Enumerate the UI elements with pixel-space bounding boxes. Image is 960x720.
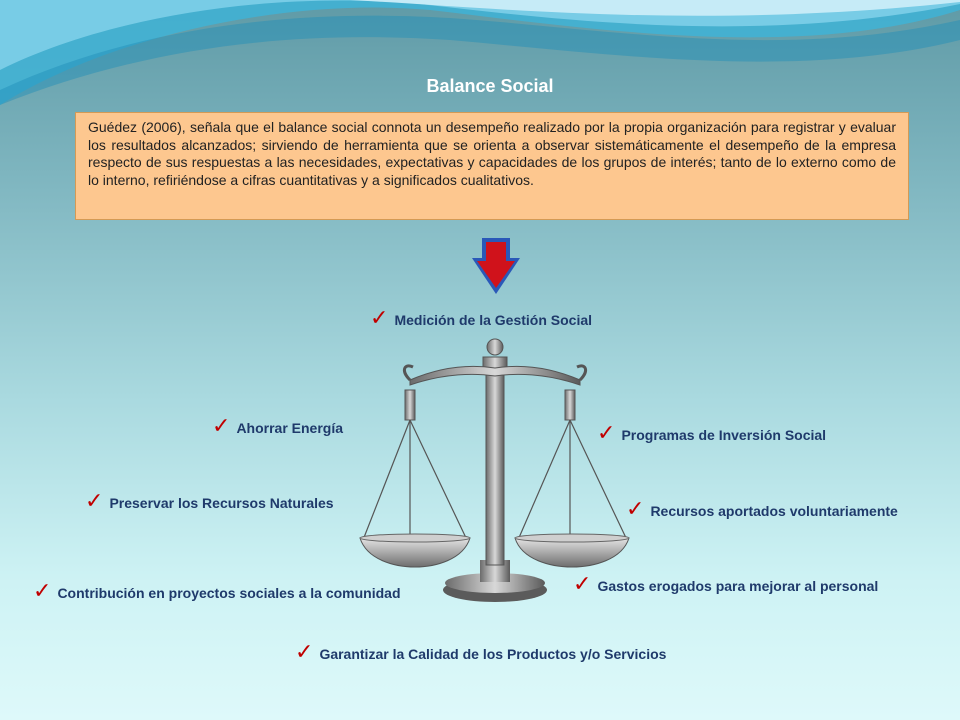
item-label: Ahorrar Energía xyxy=(236,420,344,436)
item-medicion xyxy=(370,306,593,331)
item-label: Recursos aportados voluntariamente xyxy=(650,503,898,519)
quote-box: Guédez (2006), señala que el balance social connota un desempeño realizado por la propia organización para registrar y evaluar los resultados alcanzados; sirviendo de herramienta que se orienta a observar sistemáticamente el desempeño de la empresa respecto de sus respuestas a las necesidades, expectativas y capacidades de los grupos de interés; tanto de lo externo como de lo interno, refiriéndose a cifras cuantitativas y a significados cualitativos. xyxy=(75,112,909,220)
page-title: Balance Social xyxy=(426,76,554,96)
checkmark-icon: ✓ xyxy=(33,579,52,604)
down-arrow-icon xyxy=(470,238,522,296)
item-contribucion xyxy=(33,579,401,604)
item-label: Medición de la Gestión Social xyxy=(394,312,593,328)
decorative-waves xyxy=(0,0,960,120)
item-programas xyxy=(597,421,827,446)
checkmark-icon: ✓ xyxy=(212,414,231,439)
item-preservar xyxy=(85,489,334,514)
item-garantizar xyxy=(295,640,667,665)
item-gastos xyxy=(573,572,879,597)
item-label: Programas de Inversión Social xyxy=(621,427,827,443)
checkmark-icon: ✓ xyxy=(370,306,389,331)
checkmark-icon: ✓ xyxy=(573,572,592,597)
checkmark-icon: ✓ xyxy=(597,421,616,446)
checkmark-icon: ✓ xyxy=(85,489,104,514)
checkmark-icon: ✓ xyxy=(295,640,314,665)
item-ahorrar xyxy=(212,414,344,439)
item-label: Gastos erogados para mejorar al personal xyxy=(597,578,879,594)
checkmark-icon: ✓ xyxy=(626,497,645,522)
item-label: Garantizar la Calidad de los Productos y/o Servicios xyxy=(319,646,667,662)
item-recursos xyxy=(626,497,898,522)
balance-scale-icon xyxy=(355,335,645,610)
item-label: Contribución en proyectos sociales a la comunidad xyxy=(57,585,401,601)
item-label: Preservar los Recursos Naturales xyxy=(109,495,334,511)
